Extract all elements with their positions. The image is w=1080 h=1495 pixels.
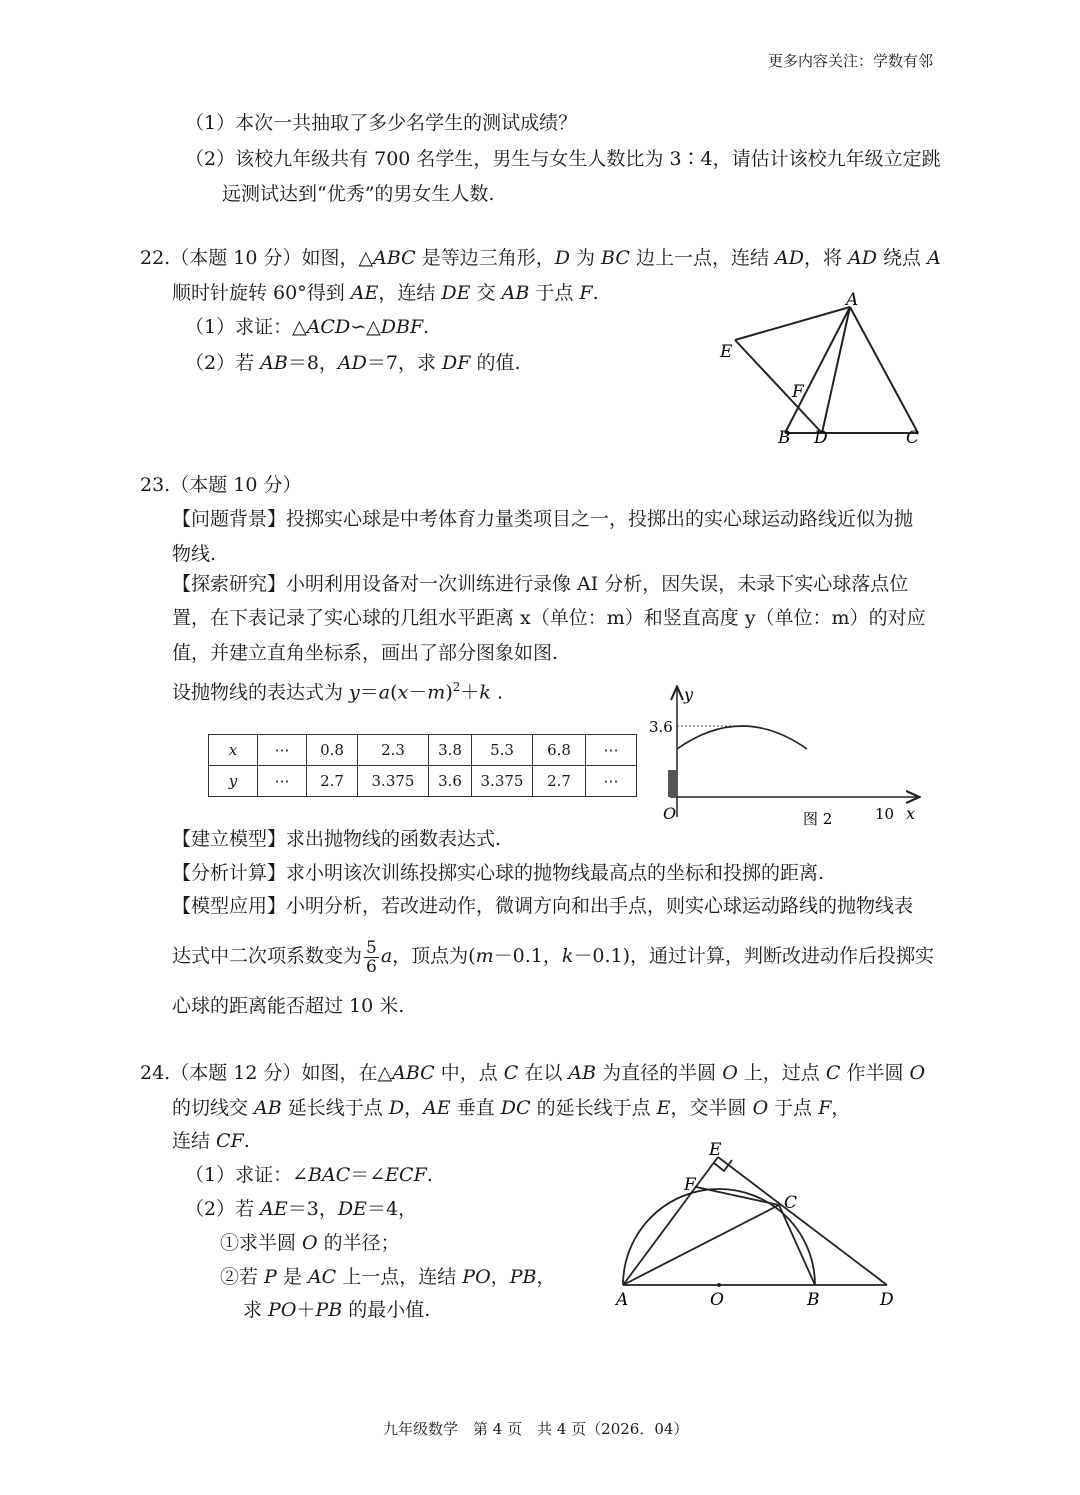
- table-cell: 6.8: [533, 735, 586, 766]
- label-D: D: [880, 1290, 894, 1310]
- center-point: [717, 1283, 721, 1287]
- y-axis-label: y: [684, 685, 694, 704]
- q21-part1: （1）本次一共抽取了多少名学生的测试成绩？: [185, 112, 578, 134]
- table-cell: x: [209, 735, 258, 766]
- segment-AC: [623, 1205, 779, 1285]
- thrower-figure: [668, 770, 677, 797]
- q21-part2-line1: （2）该校九年级共有 700 名学生，男生与女生人数比为 3∶4，请估计该校九年级立定跳: [185, 148, 941, 170]
- q24-part2: （2）若 AE＝3，DE＝4，: [185, 1198, 418, 1220]
- fraction-5-6: $\frac{5}{6}$: [366, 937, 377, 977]
- q22-stem-line1: 22.（本题 10 分）如图，△ABC 是等边三角形，D 为 BC 边上一点，连结 AD，将 AD 绕点 A: [140, 247, 941, 269]
- q24-sub2: ②若 P 是 AC 上一点，连结 PO，PB，: [220, 1266, 556, 1288]
- label-E: E: [709, 1140, 722, 1160]
- header-note: 更多内容关注：学数有邻: [768, 52, 934, 70]
- table-cell: ⋯: [258, 735, 307, 766]
- label-O: O: [710, 1290, 724, 1310]
- q23-title: 23.（本题 10 分）: [140, 474, 302, 496]
- q23-model: 【建立模型】求出抛物线的函数表达式.: [172, 828, 502, 850]
- q21-part2-line2: 远测试达到“优秀”的男女生人数.: [222, 183, 495, 205]
- q24-semicircle-figure: [600, 1135, 900, 1315]
- figure-caption: 图 2: [803, 810, 833, 828]
- q23-application-line2: 达式中二次项系数变为 $\frac{5}{6}$ a，顶点为(m－0.1，k－0.1)，通过计算，判断改进动作后投掷实: [172, 937, 934, 977]
- label-D: D: [814, 428, 828, 448]
- y-tick-label: 3.6: [649, 718, 673, 736]
- q23-explore-line2: 置，在下表记录了实心球的几组水平距离 x（单位：m）和竖直高度 y（单位：m）的对应: [172, 607, 926, 629]
- origin-label: O: [663, 804, 677, 823]
- x-axis-label: x: [906, 804, 916, 823]
- label-B: B: [778, 428, 791, 448]
- table-row-x: [209, 735, 637, 766]
- parabola-curve: [677, 726, 807, 749]
- page-footer: 九年级数学 第 4 页 共 4 页（2026．04）: [383, 1420, 689, 1438]
- segment-AE: [735, 307, 850, 340]
- table-cell: 2.7: [307, 766, 358, 797]
- q23-background-line1: 【问题背景】投掷实心球是中考体育力量类项目之一，投掷出的实心球运动路线近似为抛: [172, 508, 914, 530]
- table-cell: 3.8: [429, 735, 472, 766]
- table-cell: ⋯: [586, 735, 637, 766]
- table-row-y: [209, 766, 637, 797]
- table-cell: 2.7: [533, 766, 586, 797]
- table-cell: y: [209, 766, 258, 797]
- q23-explore-line3: 值，并建立直角坐标系，画出了部分图象如图.: [172, 642, 559, 664]
- label-A: A: [616, 1290, 629, 1310]
- segment-AD: [822, 307, 850, 433]
- q23-analysis: 【分析计算】求小明该次训练投掷实心球的抛物线最高点的坐标和投掷的距离.: [172, 862, 825, 884]
- label-F: F: [792, 382, 804, 402]
- q22-part1: （1）求证：△ACD∽△DBF.: [185, 316, 430, 338]
- q24-sub2-cont: 求 PO＋PB 的最小值.: [243, 1299, 431, 1321]
- table-cell: ⋯: [586, 766, 637, 797]
- segment-CF: [696, 1187, 779, 1205]
- q23-application-line3: 心球的距离能否超过 10 米.: [172, 995, 405, 1017]
- table-cell: 0.8: [307, 735, 358, 766]
- label-C: C: [784, 1193, 798, 1213]
- q22-part2: （2）若 AB＝8，AD＝7，求 DF 的值.: [185, 352, 521, 374]
- q24-sub1: ①求半圆 O 的半径；: [220, 1232, 400, 1254]
- q24-stem-line2: 的切线交 AB 延长线于点 D，AE 垂直 DC 的延长线于点 E，交半圆 O 于点 F，: [172, 1097, 851, 1119]
- q23-value-table: [208, 734, 637, 797]
- label-C: C: [906, 428, 920, 448]
- table-cell: 3.6: [429, 766, 472, 797]
- table-cell: ⋯: [258, 766, 307, 797]
- q24-part1: （1）求证：∠BAC＝∠ECF.: [185, 1164, 433, 1186]
- q22-triangle-figure: [700, 285, 940, 450]
- label-B: B: [807, 1290, 820, 1310]
- q24-stem-line1: 24.（本题 12 分）如图，在△ABC 中，点 C 在以 AB 为直径的半圆 O 上，过点 C 作半圆 O: [140, 1062, 926, 1084]
- label-F: F: [684, 1175, 696, 1195]
- q23-background-line2: 物线.: [172, 543, 217, 565]
- table-cell: 3.375: [472, 766, 533, 797]
- q23-parabola-graph: [630, 682, 930, 832]
- segment-AC: [850, 307, 918, 433]
- q24-stem-line3: 连结 CF.: [172, 1130, 250, 1152]
- q23-application-line1: 【模型应用】小明分析，若改进动作，微调方向和出手点，则实心球运动路线的抛物线表: [172, 895, 914, 917]
- label-E: E: [720, 342, 733, 362]
- q23-formula: 设抛物线的表达式为 $y=a(x-m)^2+k$ .: [172, 680, 503, 704]
- label-A: A: [846, 290, 859, 310]
- segment-AB: [785, 307, 850, 433]
- table-cell: 2.3: [358, 735, 429, 766]
- segment-AE: [623, 1157, 718, 1285]
- table-cell: 3.375: [358, 766, 429, 797]
- x-tick-label: 10: [875, 805, 895, 823]
- segment-ED: [718, 1157, 887, 1285]
- q23-explore-line1: 【探索研究】小明利用设备对一次训练进行录像 AI 分析，因失误，未录下实心球落点位: [172, 573, 909, 595]
- q22-stem-line2: 顺时针旋转 60°得到 AE，连结 DE 交 AB 于点 F.: [172, 282, 599, 304]
- table-cell: 5.3: [472, 735, 533, 766]
